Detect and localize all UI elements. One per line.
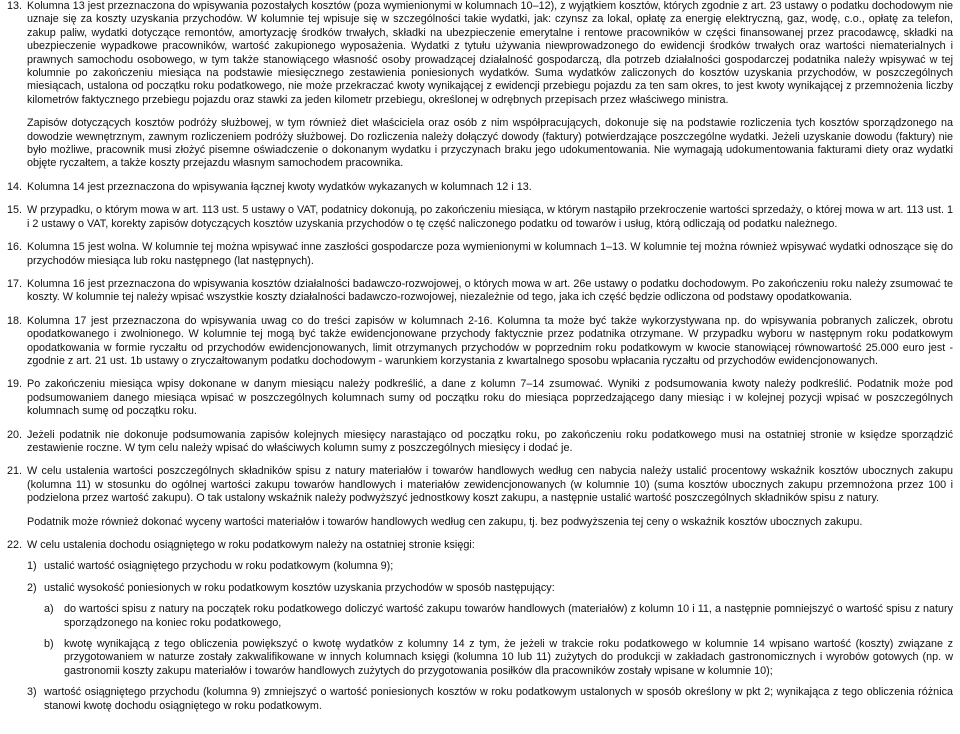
section-number: 22. <box>7 539 23 551</box>
section-number: 19. <box>7 378 23 391</box>
section-22 <box>7 539 953 713</box>
section-intro: W celu ustalenia dochodu osiągniętego w roku podatkowym należy na ostatniej stronie księgi: <box>27 539 475 551</box>
paragraph: Kolumna 17 jest przeznaczona do wpisywania uwag co do treści zapisów w kolumnach 2-16. Kolumna ta może być także wykorzystywana np. do wpisywania pobranych zaliczek, obrotu opodatkowanego i zwolnionego. W kolumnie tej mogą być także ewidencjonowane przychody faktycznie przez podatnika otrzymane. W przypadku wyboru w następnym roku podatkowym opodatkowania w formie ryczałtu od przychodów ewidencjonowanych, limit otrzymanych przychodów w poprzednim roku podatkowym w kwocie stanowiącej równowartość 25.000 euro jest - zgodnie z art. 21 ust. 1b ustawy o zryczałtowanym podatku dochodowym - warunkiem korzystania z kwartalnego sposobu wpłacania ryczałtu od przychodów ewidencjonowanych. <box>27 314 953 367</box>
paragraph: Po zakończeniu miesiąca wpisy dokonane w danym miesiącu należy podkreślić, a dane z kolumn 7–14 zsumować. Wyniki z podsumowania kwoty należy podkreślić. Podatnik może pod podsumowaniem danego miesiąca wpisać w poszczególnych kolumnach sumy od początku roku do miesiąca poprzedzającego dany miesiąc i w kolejnej pozycji wpisać w poszczególnych kolumnach sumę od początku roku. <box>27 378 953 418</box>
letter-item <box>44 638 953 678</box>
section-18 <box>7 315 953 369</box>
section-number: 17. <box>7 277 23 290</box>
letter-item-text: kwotę wynikającą z tego obliczenia powiększyć o kwotę wydatków z kolumny 14 z tym, że jeżeli w trakcie roku podatkowego w kolumnie 14 wpisano wartość (koszty) związane z przygotowaniem w naturze zostały zakwalifikowane w innych kolumnach księgi (kolumna 10 lub 11) zużytych do produkcji w zakładach gastronomicznych i wyrobów gotowych (np. w gastronomii koszty zakupu materiałów i towarów handlowych zużytych do przygotowania posiłków dla pracowników zostały wpisane w kolumnie 10); <box>64 638 953 677</box>
section-number: 18. <box>7 314 23 327</box>
letter-item-text: do wartości spisu z natury na początek roku podatkowego doliczyć wartość zakupu towarów handlowych (materiałów) z kolumn 10 i 11, a następnie pomniejszyć o wartość spisu z natury sporządzonego na koniec roku podatkowego, <box>64 603 953 629</box>
section-19 <box>7 378 953 418</box>
paragraph: Zapisów dotyczących kosztów podróży służbowej, w tym również diet właściciela oraz osób z nim współpracujących, dokonuje się na podstawie rozliczenia tych kosztów sporządzonego na dowodzie wewnętrznym, zawnym rozliczeniem podróży służbowej. Do rozliczenia należy dołączyć dowody (faktury) potwierdzające poszczególne wydatki. Jeżeli uzyskanie dowodu (faktury) nie było możliwe, pracownik musi złożyć pisemne oświadczenie o dokonanym wydatku i przyczynach braku jego udokumentowania. Nie wymagają udokumentowania fakturami diety oraz wydatki objęte ryczałtem, a także koszty przejazdu własnym samochodem pracownika. <box>27 117 953 170</box>
section-14 <box>7 181 953 194</box>
section-20 <box>7 429 953 456</box>
sub-item <box>27 582 953 595</box>
sub-item-number: 3) <box>27 686 37 699</box>
paragraph: Kolumna 16 jest przeznaczona do wpisywania kosztów działalności badawczo-rozwojowej, o których mowa w art. 26e ustawy o podatku dochodowym. Po zakończeniu roku należy zsumować te koszty. W kolumnie tej należy wpisać wszystkie koszty działalności badawczo-rozwojowej, niezależnie od tego, jaka ich część będzie odliczona od podstawy opodatkowania. <box>27 277 953 304</box>
paragraph: W przypadku, o którym mowa w art. 113 ust. 5 ustawy o VAT, podatnicy dokonują, po zakończeniu miesiąca, w którym nastąpiło przekroczenie wartości sprzedaży, o której mowa w art. 113 ust. 1 i 2 ustawy o VAT, korekty zapisów dotyczących kosztów uzyskania przychodów o tę część naliczonego podatku od towarów i usług, którą odliczają od podatku należnego. <box>27 204 953 230</box>
sub-item-text: ustalić wartość osiągniętego przychodu w roku podatkowym (kolumna 9); <box>44 560 394 573</box>
sub-item <box>27 686 953 713</box>
section-17 <box>7 278 953 305</box>
paragraph: Jeżeli podatnik nie dokonuje podsumowania zapisów kolejnych miesięcy narastająco od początku roku, po zakończeniu roku podatkowego musi na ostatniej stronie w księdze sporządzić zestawienie roczne. W tym celu należy wpisać do właściwych kolumn sumy z poszczególnych miesięcy i dodać je. <box>27 428 953 454</box>
sub-item <box>27 560 953 573</box>
sub-item-text: ustalić wysokość poniesionych w roku podatkowym kosztów uzyskania przychodów w sposób następujący: <box>44 581 555 594</box>
section-15 <box>7 204 953 231</box>
section-number: 20. <box>7 428 23 441</box>
section-21 <box>7 465 953 529</box>
letter-item <box>44 603 953 630</box>
paragraph: Podatnik może również dokonać wyceny wartości materiałów i towarów handlowych według cen zakupu, tj. bez podwyższenia tej ceny o wskaźnik kosztów ubocznych zakupu. <box>27 515 863 528</box>
sub-item-text: wartość osiągniętego przychodu (kolumna 9) zmniejszyć o wartość poniesionych kosztów w roku podatkowym ustalonych w sposób określony w pkt 2; wynikająca z tego obliczenia różnica stanowi kwotę dochodu osiągniętego w roku podatkowym. <box>44 686 953 712</box>
section-number: 13. <box>7 0 23 12</box>
sub-item-number: 1) <box>27 560 37 573</box>
paragraph: Kolumna 15 jest wolna. W kolumnie tej można wpisywać inne zaszłości gospodarcze poza wymienionymi w kolumnach 1–13. W kolumnie tej można również wpisywać wydatki odnoszące się do przychodów miesiąca lub roku następnego (lat następnych). <box>27 241 953 267</box>
sub-item-number: 2) <box>27 581 37 594</box>
paragraph: W celu ustalenia wartości poszczególnych składników spisu z natury materiałów i towarów handlowych według cen nabycia należy ustalić procentowy wskaźnik kosztów ubocznych zakupu (kolumna 11) w stosunku do ogólnej wartości zakupu towarów handlowych i materiałów zewidencjonowanych (w kolumnie 10) (suma kosztów ubocznych zakupu przemnożona przez 100 i podzielona przez wartość zakupu). O tak ustalony wskaźnik należy podwyższyć jednostkowy koszt zakupu, a następnie ustalić wartość poszczególnych składników spisu z natury. <box>27 465 953 505</box>
section-13 <box>7 0 953 171</box>
paragraph: Kolumna 13 jest przeznaczona do wpisywania pozostałych kosztów (poza wymienionymi w kolumnach 10–12), z wyjątkiem kosztów, których zgodnie z art. 23 ustawy o podatku dochodowym nie uznaje się za koszty uzyskania przychodów. W kolumnie tej wpisuje się w szczególności takie wydatki, jak: czynsz za lokal, opłatę za energię elektryczną, gaz, wodę, c.o., opłatę za telefon, zakup paliw, wydatki dotyczące remontów, amortyzację środków trwałych, składki na ubezpieczenie emerytalne i rentowe pracowników w części finansowanej przez pracodawcę, składki na ubezpieczenie wypadkowe pracowników, wartość zakupionego wyposażenia. Wydatki z tytułu używania niewprowadzonego do ewidencji środków trwałych oraz wartości niematerialnych i prawnych samochodu osobowego, w tym także stanowiącego własność osoby prowadzącej działalność gospodarczą, dla potrzeb działalności gospodarczej podatnika należy wpisywać w tej kolumnie po zakończeniu miesiąca na podstawie miesięcznego zestawienia poniesionych wydatków. Suma wydatków zaliczonych do kosztów uzyskania przychodów, w poszczególnych miesiącach, ustalona od początku roku podatkowego, nie może przekraczać kwoty wynikającej z ewidencji przebiegu pojazdu za ten sam okres, to jest kwoty wynikającej z przemnożenia liczby kilometrów faktycznego przebiegu pojazdu oraz stawki za jeden kilometr przebiegu, określonej w odrębnych przepisach przez właściwego ministra. <box>27 0 953 106</box>
paragraph: Kolumna 14 jest przeznaczona do wpisywania łącznej kwoty wydatków wykazanych w kolumnach 12 i 13. <box>27 180 532 193</box>
section-number: 15. <box>7 204 23 217</box>
letter-item-marker: b) <box>44 638 54 651</box>
section-number: 21. <box>7 465 23 478</box>
section-number: 14. <box>7 180 23 193</box>
letter-item-marker: a) <box>44 603 54 616</box>
section-number: 16. <box>7 241 23 254</box>
section-16 <box>7 241 953 268</box>
